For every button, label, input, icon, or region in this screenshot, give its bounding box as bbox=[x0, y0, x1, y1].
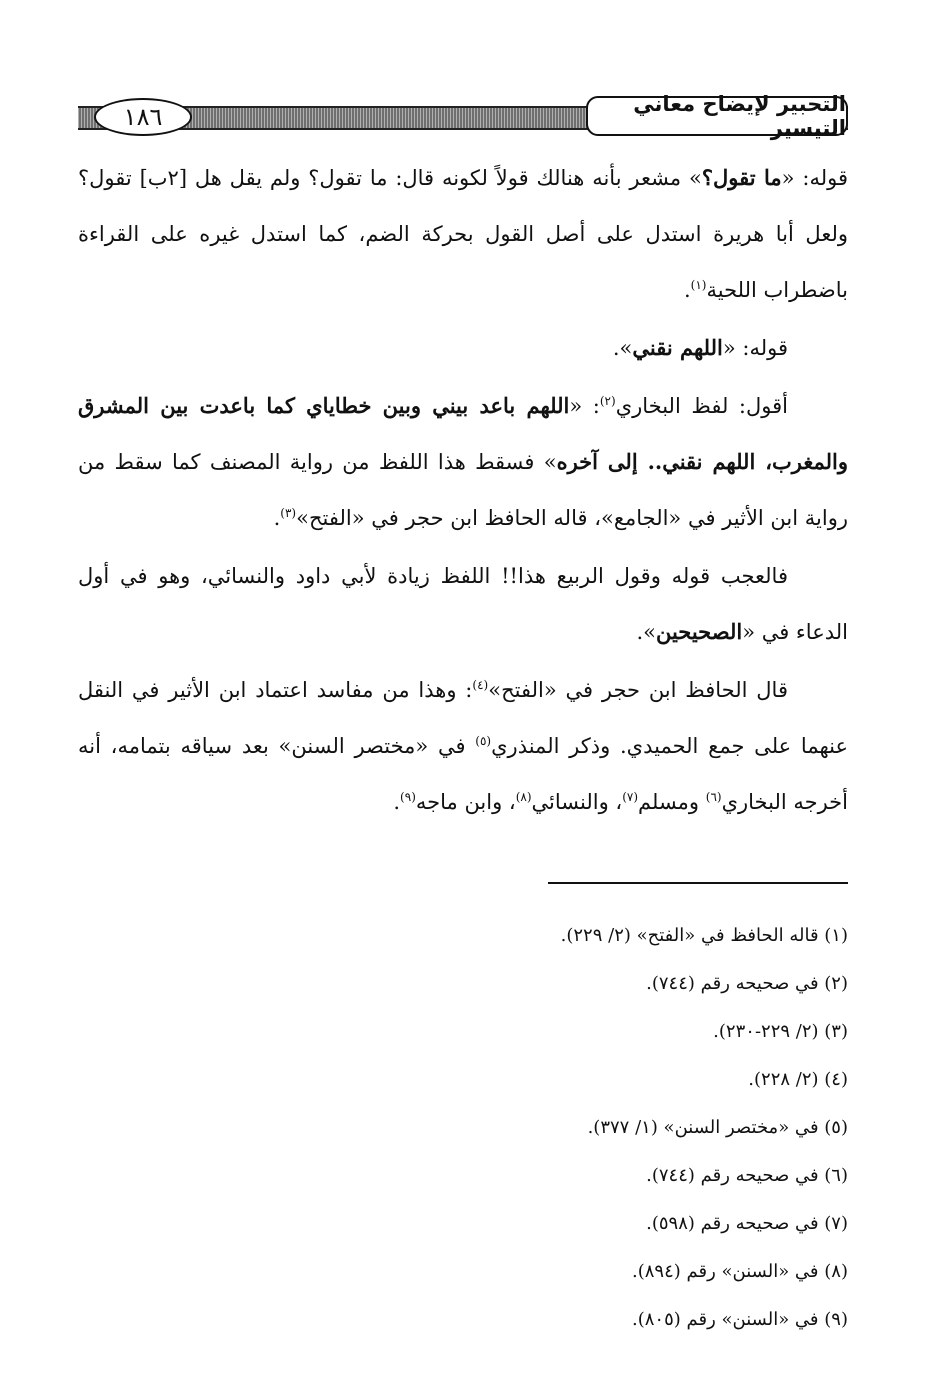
text-segment: فالعجب قوله وقول الربيع هذا!! اللفظ زيادة لأبي داود والنسائي، وهو في أول الدعاء في « bbox=[78, 564, 848, 644]
text-segment: : « bbox=[569, 394, 600, 418]
text-segment: قوله: « bbox=[781, 166, 848, 190]
footnote: (٤) (٢/ ٢٢٨). bbox=[748, 1069, 848, 1090]
text-segment: » فسقط هذا اللفظ من رواية المصنف كما سقط من رواية ابن الأثير في «الجامع»، قاله الحافظ ابن حجر في «الفتح» bbox=[78, 450, 848, 530]
footnote: (٣) (٢/ ٢٢٩-٢٣٠). bbox=[713, 1021, 848, 1042]
text-segment: في «مختصر السنن» بعد سياقه بتمامه، أنه أخرجه البخاري bbox=[78, 734, 848, 814]
book-title: التحبير لإيضاح معاني التيسير bbox=[586, 96, 848, 136]
footnote-ref: (١) bbox=[690, 278, 707, 292]
footnote-ref: (٣) bbox=[280, 506, 297, 520]
paragraph bbox=[78, 378, 848, 546]
text-segment: » مشعر بأنه هنالك قولاً لكونه قال: ما تقول؟ ولم يقل هل [٢ب] تقول؟ ولعل أبا هريرة استدل على أصل القول بحركة الضم، كما استدل غيره على القراءة باضطراب اللحية bbox=[78, 166, 848, 302]
footnote: (٨) في «السنن» رقم (٨٩٤). bbox=[632, 1261, 848, 1282]
page-header bbox=[78, 92, 848, 146]
text-segment: ، وابن ماجه bbox=[415, 790, 516, 814]
text-segment: ». bbox=[612, 336, 633, 360]
paragraph bbox=[78, 320, 848, 376]
footnotes bbox=[78, 912, 848, 1344]
text-segment: قال الحافظ ابن حجر في «الفتح» bbox=[488, 678, 788, 702]
footnote: (٦) في صحيحه رقم (٧٤٤). bbox=[646, 1165, 848, 1186]
footnote-ref: (٦) bbox=[705, 790, 722, 804]
footnote-ref: (٨) bbox=[515, 790, 532, 804]
text-segment: . bbox=[393, 790, 401, 814]
quoted-phrase: اللهم باعد بيني وبين خطاياي كما باعدت بين المشرق والمغرب، اللهم نقني.. إلى آخره bbox=[78, 393, 849, 474]
quoted-phrase: ما تقول؟ bbox=[701, 165, 782, 190]
page-number: ١٨٦ bbox=[94, 98, 192, 136]
text-segment: ، والنسائي bbox=[531, 790, 623, 814]
footnote: (١) قاله الحافظ في «الفتح» (٢/ ٢٢٩). bbox=[560, 925, 848, 946]
paragraph bbox=[78, 548, 848, 660]
text-segment: . bbox=[273, 506, 281, 530]
footnote-ref: (٤) bbox=[472, 678, 489, 692]
text-segment: . bbox=[683, 278, 691, 302]
paragraph bbox=[78, 150, 848, 318]
text-segment: أقول: لفظ البخاري bbox=[615, 394, 788, 418]
text-segment: قوله: « bbox=[722, 336, 788, 360]
footnote-ref: (٧) bbox=[622, 790, 639, 804]
text-segment: ». bbox=[636, 620, 656, 644]
footnote: (٧) في صحيحه رقم (٥٩٨). bbox=[646, 1213, 848, 1234]
text-segment: : وهذا من مفاسد اعتماد ابن الأثير في النقل عنهما على جمع الحميدي. وذكر المنذري bbox=[78, 678, 849, 758]
quoted-phrase: الصحيحين bbox=[655, 619, 743, 644]
footnote-separator bbox=[548, 882, 848, 884]
footnote-ref: (٥) bbox=[475, 734, 492, 748]
body-text bbox=[78, 150, 848, 830]
footnote: (٥) في «مختصر السنن» (١/ ٣٧٧). bbox=[587, 1117, 848, 1138]
footnote-ref: (٩) bbox=[400, 790, 416, 804]
paragraph bbox=[78, 662, 848, 830]
footnote: (٩) في «السنن» رقم (٨٠٥). bbox=[632, 1309, 848, 1330]
footnote: (٢) في صحيحه رقم (٧٤٤). bbox=[646, 973, 848, 994]
quoted-phrase: اللهم نقني bbox=[632, 335, 723, 360]
text-segment: ومسلم bbox=[638, 790, 706, 814]
footnote-ref: (٢) bbox=[599, 394, 616, 408]
